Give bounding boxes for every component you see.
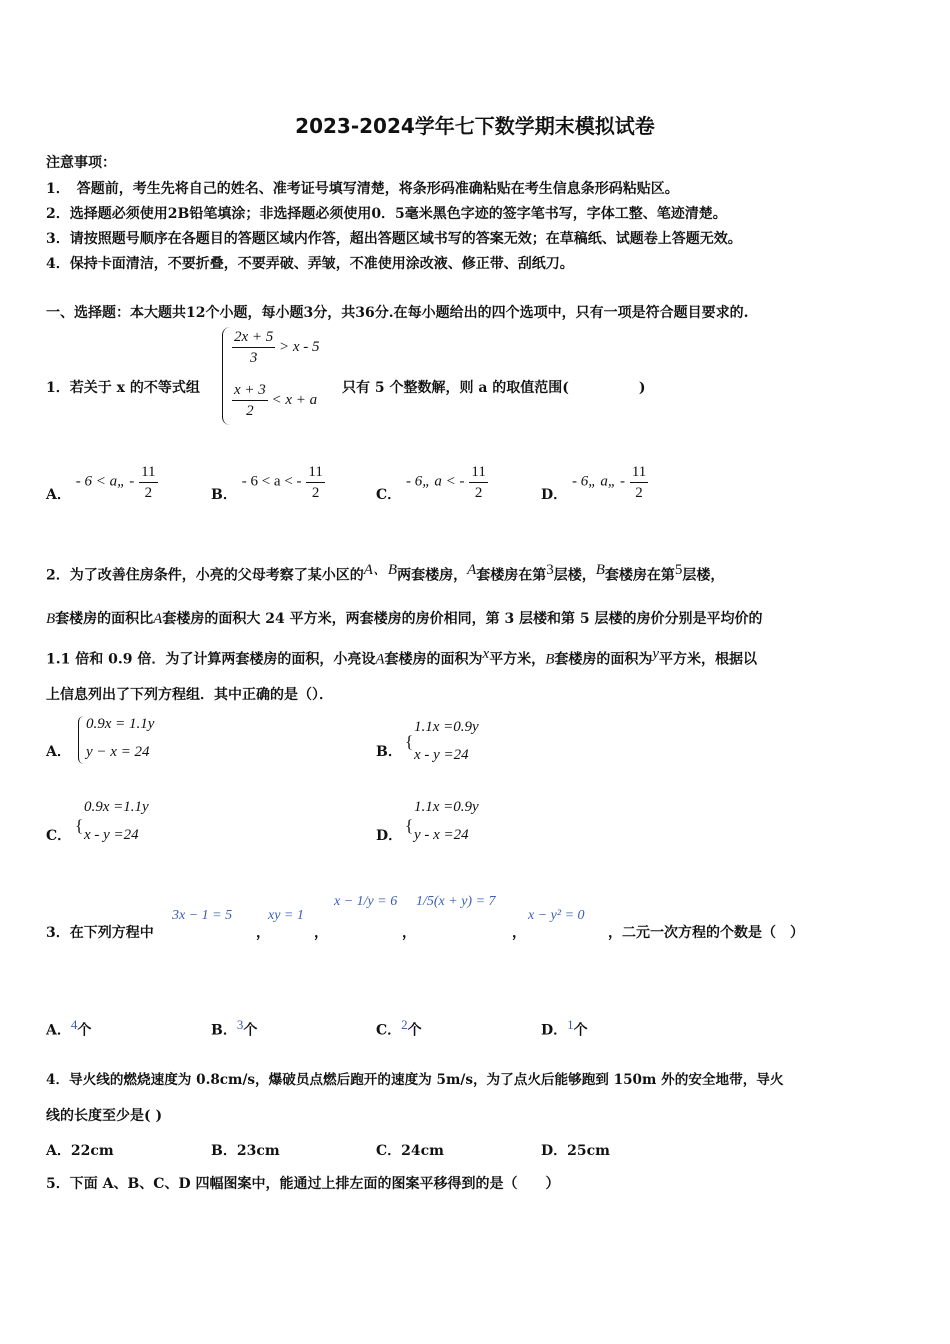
q3-prefix: 3．在下列方程中 (46, 925, 154, 941)
note-item: 2．选择题必须使用2B铅笔填涂；非选择题必须使用0．5毫米黑色字迹的签字笔书写，字体工整、笔迹清楚。 (46, 206, 727, 222)
q1-option-d[interactable] (541, 460, 648, 504)
q2-option-c-eq1: 0.9x =1.1y (84, 799, 149, 815)
q4-line-2: 线的长度至少是( ) (46, 1108, 163, 1124)
note-item: 4．保持卡面清洁，不要折叠，不要弄破、弄皱，不准使用涂改液、修正带、刮纸刀。 (46, 256, 574, 272)
option-fraction-num: 11 (306, 462, 324, 483)
q2-option-a-eq1: 0.9x = 1.1y (86, 716, 155, 732)
page-title: 2023-2024学年七下数学期末模拟试卷 (295, 114, 655, 138)
option-label: B． (211, 487, 237, 503)
option-fraction-den: 2 (311, 484, 320, 501)
option-fraction-den: 2 (144, 484, 153, 501)
q3-equation-1: 3x − 1 = 5 (172, 908, 233, 923)
q3-equation-5: x − y² = 0 (528, 908, 585, 923)
q3-option-c[interactable]: C．$^2$个 (376, 1017, 422, 1039)
q2-option-c-brace: { (75, 816, 84, 835)
q1-ineq1-numerator: 2x + 5 (232, 327, 275, 348)
q3-sep: ， (512, 925, 526, 941)
q4-option-c[interactable]: C．24cm (376, 1143, 444, 1159)
option-fraction-num: 11 (630, 462, 648, 483)
q2-option-d-label[interactable]: D． (376, 828, 403, 844)
q2-option-c-eq2: x - y =24 (84, 827, 139, 843)
q1-option-c[interactable] (376, 460, 488, 504)
q3-sep: ， (402, 925, 416, 941)
q2-option-a-eq2: y − x = 24 (86, 744, 150, 760)
q3-option-b[interactable]: B．$^3$个 (211, 1017, 258, 1039)
q1-prefix: 1．若关于 x 的不等式组 (46, 380, 200, 396)
q2-option-a-label[interactable]: A． (46, 744, 71, 760)
option-label: D． (541, 487, 568, 503)
option-fraction-num: 11 (139, 462, 157, 483)
q2-option-c-label[interactable]: C． (46, 828, 72, 844)
q3-sep: ， (314, 925, 328, 941)
q3-option-d[interactable]: D．$^1$个 (541, 1017, 588, 1039)
q2-line-2: B套楼房的面积比A套楼房的面积大 24 平方米，两套楼房的房价相同，第 3 层楼和第 5 层楼的房价分别是平均价的 (46, 611, 763, 627)
q5-text: 5．下面 A、B、C、D 四幅图案中，能通过上排左面的图案平移得到的是（ ） (46, 1176, 560, 1192)
option-fraction-den: 2 (635, 484, 643, 501)
q1-ineq1-denominator: 3 (249, 350, 258, 366)
q3-sep: ， (256, 925, 270, 941)
option-expression: - 6 < a < - (241, 473, 302, 490)
option-label: C． (376, 487, 402, 503)
q2-option-d-eq2: y - x =24 (414, 827, 469, 843)
q1-suffix: 只有 5 个整数解，则 a 的取值范围( ) (342, 380, 646, 396)
q1-ineq2-rhs: < x + a (271, 391, 318, 408)
q1-inequality-1 (232, 327, 320, 368)
q2-option-d-eq1: 1.1x =0.9y (414, 799, 479, 815)
q2-option-a-brace (78, 716, 85, 764)
option-expression: - 6„ a„ - (572, 473, 625, 490)
q2-line-3: 1.1 倍和 0.9 倍．为了计算两套楼房的面积，小亮设A套楼房的面积为$^x$平方米，B套楼房的面积为$^y$平方米，根据以 (46, 646, 758, 668)
q4-option-b[interactable]: B．23cm (211, 1143, 280, 1159)
q2-line-1: 2．为了改善住房条件，小亮的父母考察了某小区的$^{A、B}$两套楼房，$^A$套楼房在第$^3$层楼，$^B$套楼房在第$^5$层楼， (46, 562, 725, 584)
option-label: A． (46, 487, 71, 503)
q2-option-d-brace: { (405, 816, 414, 835)
q1-ineq2-denominator: 2 (246, 403, 254, 419)
section-heading: 一、选择题：本大题共12个小题，每小题3分，共36分.在每小题给出的四个选项中，只有一项是符合题目要求的. (46, 305, 749, 321)
option-expression: - 6„ a < - (406, 473, 465, 490)
option-fraction-den: 2 (474, 484, 483, 501)
q2-option-b-eq1: 1.1x =0.9y (414, 719, 479, 735)
option-expression: - 6 < a„ - (75, 473, 135, 490)
q1-inequality-2 (232, 380, 317, 421)
q2-option-b-brace: { (405, 732, 414, 751)
q2-option-b-label[interactable]: B． (376, 744, 402, 760)
q1-option-b[interactable] (211, 460, 325, 504)
option-fraction-num: 11 (469, 462, 487, 483)
q2-option-b-eq2: x - y =24 (414, 747, 469, 763)
note-item: 1． 答题前，考生先将自己的姓名、准考证号填写清楚，将条形码准确粘贴在考生信息条形码粘贴区。 (46, 181, 679, 197)
q3-suffix: ，二元一次方程的个数是（ ） (608, 925, 804, 941)
q3-equation-4: 1/5(x + y) = 7 (416, 894, 496, 909)
q1-ineq1-rhs: > x - 5 (279, 338, 320, 355)
q2-line-4: 上信息列出了下列方程组．其中正确的是（）． (46, 687, 333, 703)
q4-line-1: 4．导火线的燃烧速度为 0.8cm/s，爆破员点燃后跑开的速度为 5m/s，为了点火后能够跑到 150m 外的安全地带，导火 (46, 1072, 784, 1088)
q1-ineq2-numerator: x + 3 (232, 380, 268, 401)
q3-equation-2: xy = 1 (268, 908, 304, 923)
q3-option-a[interactable]: A．$^4$个 (46, 1017, 92, 1039)
note-item: 3．请按照题号顺序在各题目的答题区域内作答，超出答题区域书写的答案无效；在草稿纸、试题卷上答题无效。 (46, 231, 742, 247)
q4-option-d[interactable]: D．25cm (541, 1143, 610, 1159)
notes-heading: 注意事项： (46, 155, 116, 171)
q3-equation-3: x − 1/y = 6 (334, 894, 398, 909)
q1-option-a[interactable] (46, 460, 158, 504)
q4-option-a[interactable]: A．22cm (46, 1143, 114, 1159)
